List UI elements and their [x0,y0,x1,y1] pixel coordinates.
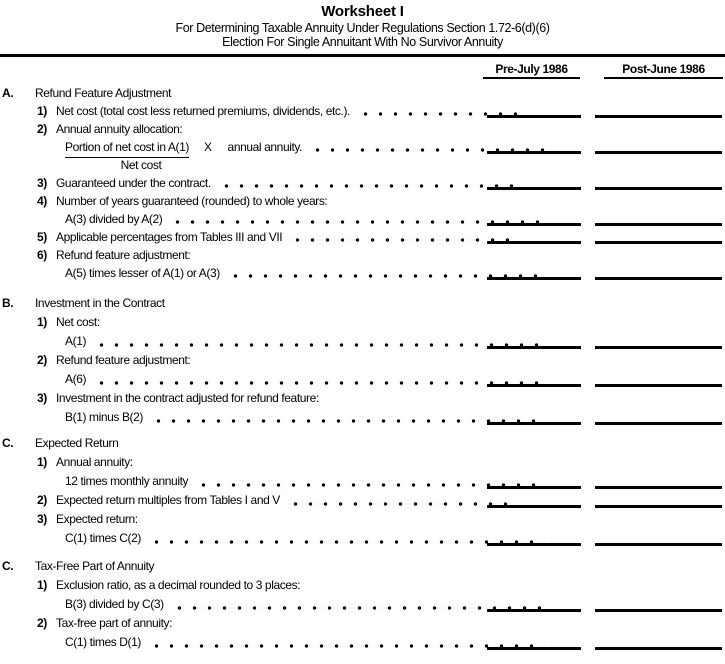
entry-line-pre-july-1986[interactable] [487,241,581,244]
section-heading [0,434,725,453]
entry-line-pre-july-1986[interactable] [487,384,581,387]
worksheet-row [0,138,725,156]
entry-line-pre-july-1986[interactable] [487,505,581,508]
entry-line-pre-july-1986[interactable] [487,422,581,425]
sub-item-text: A(1) [65,334,87,348]
item-text: Annual annuity: [56,455,133,469]
header-rule [0,54,725,57]
worksheet-row [0,389,725,408]
section-letter: C. [2,436,14,450]
worksheet-row [0,332,725,351]
dot-leader [290,228,517,246]
section-heading [0,294,725,313]
item-number: 2) [37,353,47,367]
section-letter: B. [2,296,14,310]
worksheet-row [0,210,725,228]
item-number: 5) [37,230,47,244]
item-text: Exclusion ratio, as a decimal rounded to 3 places: [56,578,301,592]
section-letter: C. [2,559,14,573]
entry-line-post-june-1986[interactable] [595,115,722,118]
dot-leader [288,491,517,510]
item-number: 1) [37,315,47,329]
worksheet-row [0,246,725,264]
dot-leader [149,633,545,652]
section-title: Investment in the Contract [35,296,165,310]
worksheet-row [0,633,725,652]
dot-leader [219,174,517,192]
worksheet-row [0,351,725,370]
entry-line-post-june-1986[interactable] [595,486,722,489]
worksheet-row [0,192,725,210]
item-text: Investment in the contract adjusted for refund feature: [56,391,319,405]
entry-line-post-june-1986[interactable] [595,505,722,508]
page-subtitle-regulations: For Determining Taxable Annuity Under Regulations Section 1.72-6(d)(6) [175,21,550,35]
worksheet-row [0,510,725,529]
entry-line-pre-july-1986[interactable] [487,647,581,650]
item-text: Annual annuity allocation: [56,122,183,136]
section-0 [0,84,725,282]
worksheet-row [0,576,725,595]
entry-line-post-june-1986[interactable] [595,647,722,650]
fraction-numerator: Portion of net cost in A(1) [65,138,189,158]
sub-item-text: 12 times monthly annuity [65,474,189,488]
worksheet-row [0,453,725,472]
entry-line-pre-july-1986[interactable] [487,486,581,489]
item-text: Applicable percentages from Tables III and VII [56,230,283,244]
dot-leader [94,370,545,389]
page-title: Worksheet I [321,3,404,20]
worksheet-row [0,264,725,282]
worksheet-row [0,174,725,192]
section-1 [0,294,725,427]
column-header-pre-july-1986: Pre-July 1986 [483,62,580,79]
worksheet-row [0,120,725,138]
entry-line-pre-july-1986[interactable] [487,115,581,118]
entry-line-pre-july-1986[interactable] [487,609,581,612]
dot-leader [94,332,545,351]
worksheet-row [0,370,725,389]
item-number: 1) [37,455,47,469]
column-header-post-june-1986: Post-June 1986 [604,62,723,79]
multiply-operator: X [203,140,212,154]
item-text: Refund feature adjustment: [56,353,191,367]
item-number: 2) [37,122,47,136]
item-text: Tax-free part of annuity: [56,616,173,630]
section-title: Refund Feature Adjustment [35,86,172,100]
item-number: 3) [37,512,47,526]
entry-line-post-june-1986[interactable] [595,422,722,425]
worksheet-row [0,408,725,427]
entry-line-post-june-1986[interactable] [595,346,722,349]
column-headers [0,62,725,82]
worksheet-row [0,491,725,510]
section-heading [0,84,725,102]
entry-line-pre-july-1986[interactable] [487,223,581,226]
worksheet-row [0,595,725,614]
sub-item-text: C(1) times C(2) [65,531,142,545]
item-number: 1) [37,104,47,118]
worksheet-row [0,156,725,174]
entry-line-post-june-1986[interactable] [595,277,722,280]
entry-line-post-june-1986[interactable] [595,609,722,612]
entry-line-post-june-1986[interactable] [595,151,722,154]
section-2 [0,434,725,548]
worksheet-body [0,84,725,652]
item-number: 2) [37,616,47,630]
worksheet-row [0,313,725,332]
item-text: Expected return multiples from Tables I and V [56,493,280,507]
dot-leader [149,529,545,548]
item-text: Net cost (total cost less returned premiums, dividends, etc.). [56,104,350,118]
sub-item-text: B(1) minus B(2) [65,410,144,424]
item-number: 3) [37,391,47,405]
section-3 [0,557,725,652]
worksheet-row [0,614,725,633]
fraction-denominator: Net cost [120,158,162,172]
worksheet-row [0,102,725,120]
item-text: Number of years guaranteed (rounded) to whole years: [56,194,328,208]
entry-line-post-june-1986[interactable] [595,543,722,546]
section-title: Tax-Free Part of Annuity [35,559,155,573]
entry-line-pre-july-1986[interactable] [487,346,581,349]
sub-item-text: A(3) divided by A(2) [65,212,163,226]
entry-line-post-june-1986[interactable] [595,384,722,387]
section-title: Expected Return [35,436,119,450]
entry-line-pre-july-1986[interactable] [487,187,581,190]
entry-line-post-june-1986[interactable] [595,223,722,226]
worksheet-row [0,529,725,548]
item-text: Guaranteed under the contract. [56,176,211,190]
item-text: Net cost: [56,315,100,329]
item-number: 1) [37,578,47,592]
item-number: 6) [37,248,47,262]
sub-item-text: C(1) times D(1) [65,635,142,649]
fraction-multiplicand: annual annuity. [227,140,303,154]
item-number: 4) [37,194,47,208]
sub-item-text: A(6) [65,372,87,386]
section-letter: A. [2,86,14,100]
entry-line-pre-july-1986[interactable] [487,543,581,546]
dot-leader [151,408,545,427]
sub-item-text: B(3) divided by C(3) [65,597,164,611]
item-number: 2) [37,493,47,507]
item-number: 3) [37,176,47,190]
worksheet-row [0,228,725,246]
item-text: Expected return: [56,512,138,526]
entry-line-post-june-1986[interactable] [595,241,722,244]
item-text: Refund feature adjustment: [56,248,191,262]
entry-line-pre-july-1986[interactable] [487,151,581,154]
entry-line-pre-july-1986[interactable] [487,277,581,280]
entry-line-post-june-1986[interactable] [595,187,722,190]
sub-item-text: A(5) times lesser of A(1) or A(3) [65,266,220,280]
section-heading [0,557,725,576]
worksheet-row [0,472,725,491]
page-subtitle-election: Election For Single Annuitant With No Survivor Annuity [222,35,503,49]
